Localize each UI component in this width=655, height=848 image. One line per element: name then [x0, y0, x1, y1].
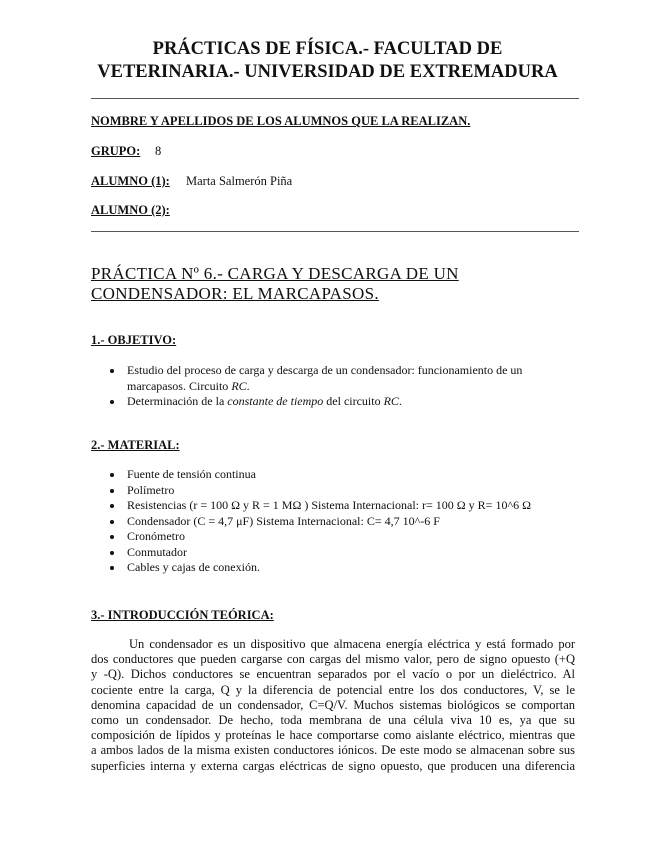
bullet-icon	[110, 473, 114, 477]
bullet-icon	[110, 504, 114, 508]
paragraph-line: a ambos lados de la misma existen conductores iónicos. De este modo se almacenan sobre sus	[91, 743, 575, 758]
list-item: Determinación de la constante de tiempo del circuito RC.	[110, 394, 570, 410]
bullet-icon	[110, 520, 114, 524]
list-item: Resistencias (r = 100 Ω y R = 1 MΩ ) Sistema Internacional: r= 100 Ω y R= 10^6 Ω	[110, 498, 570, 514]
student1-label: ALUMNO (1):	[91, 174, 170, 188]
list-item: Cronómetro	[110, 529, 570, 545]
paragraph-line: dos conductores que pueden cargarse con cargas del mismo valor, pero de signo opuesto (+Q	[91, 652, 575, 667]
list-item: Estudio del proceso de carga y descarga de un condensador: funcionamiento de un marcapasos. Circuito RC.	[110, 363, 570, 394]
bullet-icon	[110, 551, 114, 555]
intro-paragraph	[91, 637, 575, 774]
paragraph-line: como un condensador. De hecho, toda membrana de una célula viva 10 es, ya que su	[91, 713, 575, 728]
paragraph-line: cociente entre la carga, Q y la diferencia de potencial entre los dos conductores, V, se le	[91, 682, 575, 697]
practice-title-line-2: CONDENSADOR: EL MARCAPASOS.	[91, 284, 379, 303]
divider-top	[91, 98, 579, 99]
bullet-icon	[110, 400, 114, 404]
paragraph-line: Un condensador es un dispositivo que almacena energía eléctrica y está formado por	[129, 637, 575, 651]
student1-value: Marta Salmerón Piña	[186, 174, 293, 188]
practice-title-line-1: PRÁCTICA Nº 6.- CARGA Y DESCARGA DE UN	[91, 264, 459, 283]
student2-label: ALUMNO (2):	[91, 203, 170, 217]
group-value: 8	[155, 144, 162, 158]
list-item: Polímetro	[110, 483, 570, 499]
material-list	[110, 467, 570, 576]
material-heading: 2.- MATERIAL:	[91, 438, 180, 452]
group-label: GRUPO:	[91, 144, 141, 158]
paragraph-line: composición de lípidos y proteínas le hace comportarse como aislante eléctrico, mientras que	[91, 728, 575, 743]
bullet-icon	[110, 566, 114, 570]
objective-heading: 1.- OBJETIVO:	[91, 333, 177, 347]
list-item: Conmutador	[110, 545, 570, 561]
title-line-1: PRÁCTICAS DE FÍSICA.- FACULTAD DE	[152, 39, 503, 59]
bullet-icon	[110, 369, 114, 373]
objective-list	[110, 363, 570, 410]
bullet-icon	[110, 535, 114, 539]
list-item: Cables y cajas de conexión.	[110, 560, 570, 576]
divider-bottom	[91, 231, 579, 232]
practice-title	[91, 264, 581, 304]
bullet-icon	[110, 489, 114, 493]
document-title	[60, 38, 595, 84]
paragraph-line: superficies interna y externa cargas eléctricas de signo opuesto, que producen una diferencia	[91, 758, 575, 773]
list-item: Condensador (C = 4,7 μF) Sistema Internacional: C= 4,7 10^-6 F	[110, 514, 570, 530]
paragraph-line: y -Q). Dichos conductores se encuentran separados por el vacío o por un dieléctrico. Al	[91, 667, 575, 682]
students-heading: NOMBRE Y APELLIDOS DE LOS ALUMNOS QUE LA REALIZAN.	[91, 114, 471, 128]
title-line-2: VETERINARIA.- UNIVERSIDAD DE EXTREMADURA	[97, 62, 558, 82]
paragraph-line: denomina capacidad de un condensador, C=Q/V. Muchos sistemas biológicos se comportan	[91, 697, 575, 712]
list-item: Fuente de tensión continua	[110, 467, 570, 483]
intro-heading: 3.- INTRODUCCIÓN TEÓRICA:	[91, 608, 274, 622]
